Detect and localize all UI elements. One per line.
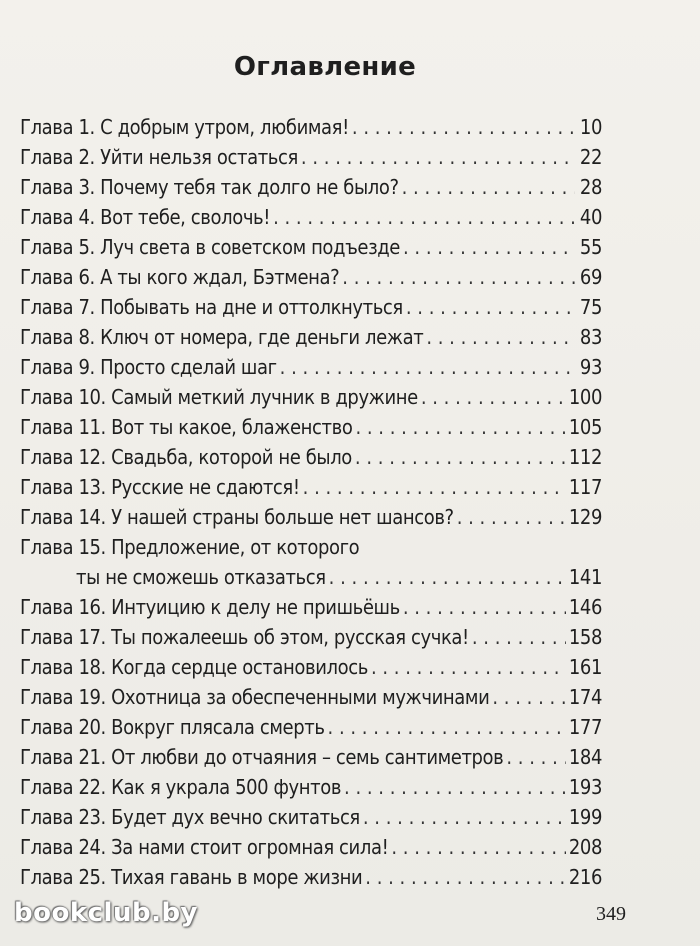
toc-entry-page: 112: [568, 445, 602, 469]
toc-entry: [20, 172, 602, 202]
toc-entry-label: Глава 13. Русские не сдаются!: [20, 475, 300, 499]
toc-entry-label: Глава 6. А ты кого ждал, Бэтмена?: [20, 265, 340, 289]
toc-entry-label-continued: ты не сможешь отказаться: [76, 565, 326, 589]
toc-entry-label: Глава 24. За нами стоит огромная сила!: [20, 835, 389, 859]
toc-entry: [20, 442, 602, 472]
toc-entry-page: 161: [568, 655, 602, 679]
toc-entry: [20, 682, 602, 712]
toc-entry-label: Глава 1. С добрым утром, любимая!: [20, 115, 349, 139]
dot-leader: [421, 382, 566, 412]
toc-entry: [20, 472, 602, 502]
dot-leader: [426, 322, 575, 352]
dot-leader: [273, 202, 575, 232]
toc-entry-page: 100: [568, 385, 602, 409]
dot-leader: [344, 772, 566, 802]
toc-entry: [20, 862, 602, 892]
toc-entry-page: 184: [568, 745, 602, 769]
toc-entry-label: Глава 25. Тихая гавань в море жизни: [20, 865, 363, 889]
dot-leader: [303, 472, 566, 502]
toc-entry-page: 22: [579, 145, 602, 169]
toc-entry-page: 129: [568, 505, 602, 529]
toc-entry: [20, 382, 602, 412]
dot-leader: [355, 442, 566, 472]
dot-leader: [457, 502, 566, 532]
toc-entry-page: 117: [568, 475, 602, 499]
toc-entry-label: Глава 8. Ключ от номера, где деньги лежат: [20, 325, 424, 349]
toc-entry-label: Глава 5. Луч света в советском подъезде: [20, 235, 400, 259]
toc-entry: [20, 652, 602, 682]
toc-entry: [20, 712, 602, 742]
dot-leader: [506, 742, 565, 772]
toc-entry: [20, 622, 602, 652]
toc-entry-label: Глава 18. Когда сердце остановилось: [20, 655, 368, 679]
toc-entry-page: 40: [579, 205, 602, 229]
page-title: Оглавление: [233, 52, 417, 82]
toc-entry-page: 93: [579, 355, 602, 379]
toc-entry: [20, 592, 602, 622]
toc-entry-label: Глава 21. От любви до отчаяния – семь сантиметров: [20, 745, 504, 769]
toc-entry-page: 141: [568, 565, 602, 589]
dot-leader: [403, 232, 575, 262]
toc-entry-label: Глава 19. Охотница за обеспеченными мужчинами: [20, 685, 490, 709]
toc-entry-page: 208: [568, 835, 602, 859]
toc-entry: [20, 322, 602, 352]
toc-entry: [20, 802, 602, 832]
toc-entry-label: Глава 17. Ты пожалеешь об этом, русская сучка!: [20, 625, 469, 649]
toc-entry: [20, 502, 602, 532]
watermark-logo: bookclub.by: [14, 898, 199, 928]
toc-entry-page: 75: [579, 295, 602, 319]
toc-entry-label: Глава 14. У нашей страны больше нет шансов?: [20, 505, 454, 529]
toc-entry-page: 83: [579, 325, 602, 349]
dot-leader: [402, 172, 575, 202]
toc-entry-label: Глава 11. Вот ты какое, блаженство: [20, 415, 353, 439]
toc-entry-label: Глава 2. Уйти нельзя остаться: [20, 145, 298, 169]
toc-entry: [20, 232, 602, 262]
dot-leader: [328, 712, 566, 742]
toc-entry-label: Глава 23. Будет дух вечно скитаться: [20, 805, 360, 829]
dot-leader: [301, 142, 575, 172]
toc-entry-page: 199: [568, 805, 602, 829]
toc-entry: [20, 532, 602, 592]
toc-entry: [20, 262, 602, 292]
dot-leader: [352, 112, 575, 142]
dot-leader: [403, 592, 566, 622]
toc-entry-page: 193: [568, 775, 602, 799]
toc-entry: [20, 202, 602, 232]
toc-entry-page: 146: [568, 595, 602, 619]
toc-entry-label: Глава 20. Вокруг плясала смерть: [20, 715, 325, 739]
dot-leader: [342, 262, 575, 292]
dot-leader: [280, 352, 575, 382]
toc-entry-page: 69: [579, 265, 602, 289]
toc-entry: [20, 142, 602, 172]
toc-entry: [20, 832, 602, 862]
table-of-contents: [20, 112, 602, 892]
toc-entry-label: Глава 3. Почему тебя так долго не было?: [20, 175, 399, 199]
toc-entry-label: Глава 22. Как я украла 500 фунтов: [20, 775, 342, 799]
toc-entry-page: 174: [568, 685, 602, 709]
toc-entry-label: Глава 15. Предложение, от которого: [20, 535, 360, 559]
dot-leader: [391, 832, 565, 862]
toc-entry-label: Глава 16. Интуицию к делу не пришьёшь: [20, 595, 400, 619]
toc-entry-label: Глава 9. Просто сделай шаг: [20, 355, 277, 379]
toc-entry: [20, 112, 602, 142]
page-number: 349: [596, 903, 626, 925]
toc-entry-page: 28: [579, 175, 602, 199]
dot-leader: [355, 412, 565, 442]
toc-entry-page: 105: [568, 415, 602, 439]
toc-entry-page: 10: [579, 115, 602, 139]
toc-entry-label: Глава 12. Свадьба, которой не было: [20, 445, 352, 469]
toc-entry-label: Глава 4. Вот тебе, сволочь!: [20, 205, 271, 229]
dot-leader: [472, 622, 566, 652]
dot-leader: [492, 682, 566, 712]
toc-entry: [20, 742, 602, 772]
dot-leader: [365, 862, 566, 892]
toc-entry: [20, 352, 602, 382]
toc-entry: [20, 292, 602, 322]
toc-entry-page: 158: [568, 625, 602, 649]
dot-leader: [329, 562, 566, 592]
toc-entry-page: 55: [579, 235, 602, 259]
toc-entry-page: 177: [568, 715, 602, 739]
dot-leader: [363, 802, 566, 832]
dot-leader: [406, 292, 575, 322]
toc-entry-label: Глава 10. Самый меткий лучник в дружине: [20, 385, 418, 409]
toc-entry: [20, 412, 602, 442]
toc-entry: [20, 772, 602, 802]
toc-entry-page: 216: [568, 865, 602, 889]
toc-entry-label: Глава 7. Побывать на дне и оттолкнуться: [20, 295, 403, 319]
dot-leader: [371, 652, 566, 682]
